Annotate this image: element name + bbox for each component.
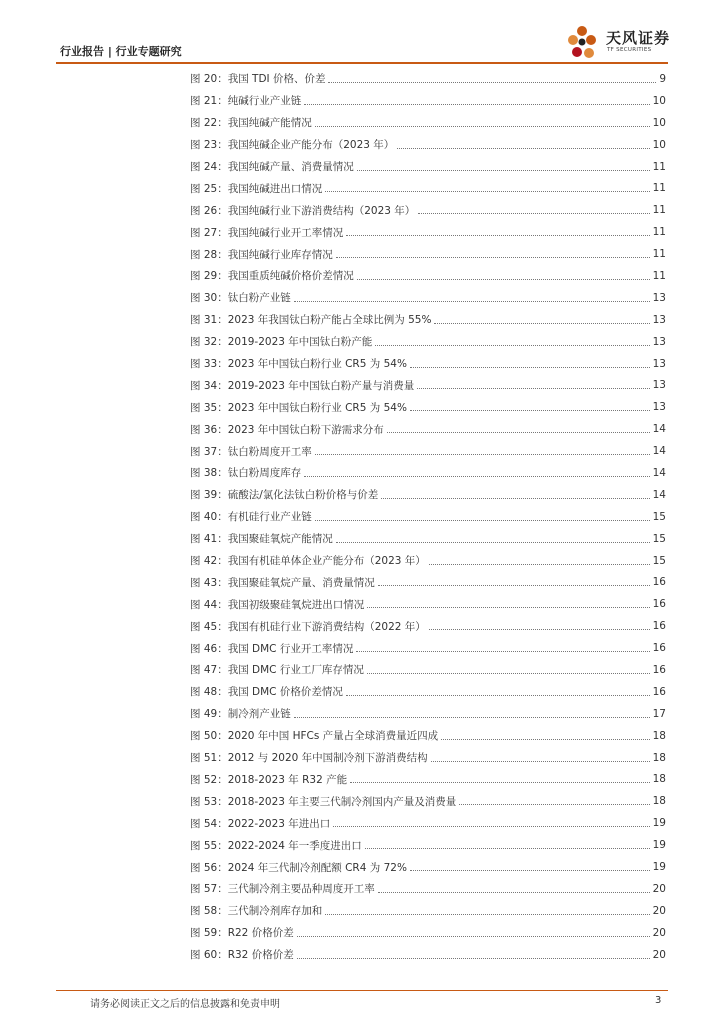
toc-leader-dots: [333, 825, 649, 827]
toc-figure-number: 图 53：: [190, 795, 228, 808]
toc-entry[interactable]: [190, 374, 666, 396]
toc-figure-number: 图 43：: [190, 576, 228, 589]
toc-page-number: 13: [652, 291, 666, 304]
toc-entry[interactable]: [190, 287, 666, 309]
toc-leader-dots: [381, 497, 649, 499]
toc-page-number: 14: [652, 488, 666, 501]
toc-entry[interactable]: [190, 484, 666, 506]
toc-entry-title: 我国 TDI 价格、价差: [227, 73, 326, 86]
toc-figure-number: 图 23：: [190, 139, 228, 152]
toc-leader-dots: [325, 190, 649, 192]
toc-page-number: 16: [652, 598, 666, 611]
toc-entry[interactable]: [190, 550, 666, 572]
toc-entry-title: 2012 与 2020 年中国制冷剂下游消费结构: [227, 752, 428, 765]
toc-leader-dots: [357, 169, 650, 171]
toc-figure-number: 图 45：: [190, 620, 228, 633]
toc-figure-number: 图 30：: [190, 292, 228, 305]
toc-leader-dots: [378, 891, 650, 893]
toc-entry[interactable]: [190, 681, 666, 703]
toc-entry-title: 我国纯碱产量、消费量情况: [227, 161, 354, 173]
toc-figure-number: 图 58：: [190, 905, 228, 918]
toc-entry[interactable]: [190, 659, 666, 681]
toc-entry-title: 2019-2023 年中国钛白粉产量与消费量: [227, 379, 415, 392]
toc-entry-title: R32 价格价差: [227, 949, 294, 962]
toc-entry-title: 有机硅行业产业链: [227, 511, 312, 524]
toc-leader-dots: [365, 847, 650, 849]
toc-entry-title: 我国 DMC 行业开工率情况: [227, 642, 354, 655]
toc-page-number: 15: [652, 510, 666, 523]
toc-page-number: 15: [652, 532, 666, 545]
toc-figure-number: 图 52：: [190, 773, 228, 786]
toc-entry[interactable]: [190, 812, 666, 834]
toc-figure-number: 图 34：: [190, 379, 228, 392]
toc-figure-number: 图 29：: [190, 270, 228, 283]
toc-page-number: 14: [652, 445, 666, 458]
toc-leader-dots: [294, 300, 650, 302]
toc-figure-number: 图 51：: [190, 752, 228, 765]
toc-entry-title: 2023 年中国钛白粉行业 CR5 为 54%: [227, 401, 407, 414]
toc-page-number: 11: [652, 204, 666, 217]
toc-entry-title: 我国重质纯碱价格价差情况: [227, 270, 354, 283]
toc-entry[interactable]: [190, 878, 666, 900]
toc-figure-number: 图 25：: [190, 182, 228, 195]
toc-leader-dots: [434, 322, 649, 324]
toc-leader-dots: [346, 234, 649, 236]
toc-figure-number: 图 50：: [190, 730, 228, 743]
toc-entry[interactable]: [190, 528, 666, 550]
toc-leader-dots: [336, 256, 650, 258]
toc-entry[interactable]: [190, 309, 666, 331]
toc-figure-number: 图 31：: [190, 314, 228, 327]
toc-page-number: 13: [652, 379, 666, 392]
toc-entry[interactable]: [190, 834, 666, 856]
toc-page-number: 13: [652, 357, 666, 370]
toc-leader-dots: [387, 431, 650, 433]
toc-page-number: 16: [652, 642, 666, 655]
toc-entry[interactable]: [190, 571, 666, 593]
page-number: 3: [655, 995, 662, 1006]
toc-figure-number: 图 36：: [190, 423, 228, 436]
toc-leader-dots: [315, 519, 650, 521]
toc-leader-dots: [325, 913, 649, 915]
toc-leader-dots: [459, 803, 649, 805]
toc-page-number: 13: [652, 335, 666, 348]
toc-entry-title: 我国 DMC 价格价差情况: [227, 686, 343, 699]
toc-entry-title: 2020 年中国 HFCs 产量占全球消费量近四成: [227, 730, 439, 743]
toc-leader-dots: [410, 869, 650, 871]
toc-entry-title: 我国纯碱行业开工率情况: [227, 226, 344, 239]
toc-page-number: 20: [652, 904, 666, 917]
toc-page-number: 19: [652, 861, 666, 873]
toc-entry-title: 我国纯碱产能情况: [227, 117, 312, 130]
toc-entry[interactable]: [190, 703, 666, 725]
footer-divider: [56, 990, 668, 991]
toc-entry[interactable]: [190, 134, 666, 156]
toc-entry[interactable]: [190, 90, 666, 112]
toc-leader-dots: [357, 278, 650, 280]
toc-page-number: 11: [652, 248, 666, 261]
toc-entry[interactable]: [190, 440, 666, 462]
toc-entry[interactable]: [190, 922, 666, 944]
toc-figure-number: 图 38：: [190, 467, 228, 480]
toc-page-number: 15: [652, 554, 666, 567]
toc-leader-dots: [410, 409, 650, 411]
toc-entry-title: 我国纯碱行业库存情况: [227, 248, 333, 261]
toc-figure-number: 图 57：: [190, 883, 228, 896]
toc-page-number: 9: [659, 72, 666, 85]
toc-entry-title: 2018-2023 年 R32 产能: [227, 773, 348, 786]
toc-entry[interactable]: [190, 462, 666, 484]
toc-entry-title: R22 价格价差: [227, 927, 294, 940]
toc-entry[interactable]: [190, 593, 666, 615]
toc-entry-title: 我国初级聚硅氧烷进出口情况: [227, 598, 365, 611]
toc-entry-title: 制冷剂产业链: [227, 708, 291, 721]
toc-leader-dots: [418, 212, 649, 214]
toc-entry-title: 2023 年中国钛白粉行业 CR5 为 54%: [227, 358, 407, 371]
toc-entry-title: 纯碱行业产业链: [227, 95, 302, 108]
toc-leader-dots: [410, 366, 650, 368]
toc-entry[interactable]: [190, 637, 666, 659]
toc-entry[interactable]: [190, 396, 666, 418]
toc-leader-dots: [315, 125, 650, 127]
toc-leader-dots: [304, 103, 649, 105]
toc-entry-title: 我国纯碱企业产能分布（2023 年）: [227, 139, 395, 152]
toc-page-number: 14: [652, 423, 666, 436]
toc-figure-number: 图 26：: [190, 204, 228, 217]
toc-figure-number: 图 40：: [190, 511, 228, 524]
toc-figure-number: 图 56：: [190, 861, 228, 874]
toc-leader-dots: [304, 475, 649, 477]
header-divider: [56, 62, 668, 64]
toc-leader-dots: [346, 694, 650, 696]
toc-entry[interactable]: [190, 353, 666, 375]
toc-page-number: 18: [652, 795, 666, 808]
toc-page-number: 20: [652, 882, 666, 895]
toc-page-number: 19: [652, 839, 666, 852]
toc-figure-number: 图 42：: [190, 555, 228, 568]
toc-page-number: 11: [652, 182, 666, 195]
toc-page-number: 13: [652, 313, 666, 326]
toc-page-number: 20: [652, 948, 666, 961]
toc-entry[interactable]: [190, 112, 666, 134]
toc-figure-number: 图 47：: [190, 664, 228, 677]
toc-leader-dots: [367, 672, 650, 674]
toc-entry[interactable]: [190, 265, 666, 287]
toc-figure-number: 图 24：: [190, 161, 228, 173]
toc-figure-number: 图 22：: [190, 117, 228, 130]
toc-figure-number: 图 33：: [190, 358, 228, 371]
toc-entry-title: 2024 年三代制冷剂配额 CR4 为 72%: [227, 861, 407, 874]
toc-figure-number: 图 54：: [190, 817, 228, 830]
toc-page-number: 11: [652, 160, 666, 173]
toc-entry[interactable]: [190, 243, 666, 265]
toc-page-number: 18: [652, 773, 666, 786]
toc-entry[interactable]: [190, 615, 666, 637]
toc-page-number: 17: [652, 707, 666, 720]
toc-page-number: 19: [652, 817, 666, 830]
toc-entry[interactable]: [190, 747, 666, 769]
toc-leader-dots: [315, 453, 650, 455]
toc-entry-title: 我国纯碱进出口情况: [227, 182, 323, 195]
toc-page-number: 14: [652, 466, 666, 479]
toc-page-number: 16: [652, 685, 666, 698]
toc-leader-dots: [429, 628, 650, 630]
toc-entry[interactable]: [190, 900, 666, 922]
toc-entry[interactable]: [190, 199, 666, 221]
toc-figure-number: 图 60：: [190, 949, 228, 962]
toc-figure-number: 图 32：: [190, 336, 228, 349]
toc-entry-title: 硫酸法/氯化法钛白粉价格与价差: [227, 489, 379, 502]
toc-entry-title: 2022-2023 年进出口: [227, 817, 331, 830]
toc-figure-number: 图 49：: [190, 708, 228, 721]
toc-page-number: 18: [652, 729, 666, 742]
toc-leader-dots: [297, 957, 650, 959]
toc-entry[interactable]: [190, 68, 666, 90]
toc-figure-number: 图 21：: [190, 95, 228, 108]
toc-leader-dots: [367, 606, 649, 608]
toc-entry-title: 钛白粉周度库存: [227, 467, 302, 480]
toc-figure-number: 图 37：: [190, 445, 228, 458]
toc-page-number: 16: [652, 576, 666, 589]
toc-entry[interactable]: [190, 177, 666, 199]
toc-page-number: 16: [652, 620, 666, 633]
toc-page-number: 10: [652, 138, 666, 151]
toc-page-number: 18: [652, 751, 666, 764]
toc-figure-number: 图 35：: [190, 401, 228, 414]
toc-leader-dots: [328, 81, 656, 83]
toc-entry-title: 我国 DMC 行业工厂库存情况: [227, 664, 364, 677]
toc-entry-title: 三代制冷剂主要品种周度开工率: [227, 883, 375, 896]
toc-page-number: 13: [652, 401, 666, 414]
toc-entry[interactable]: [190, 725, 666, 747]
toc-page-number: 10: [652, 116, 666, 129]
toc-entry-title: 钛白粉周度开工率: [227, 445, 312, 458]
toc-entry-title: 钛白粉产业链: [227, 292, 291, 305]
toc-entry[interactable]: [190, 156, 666, 178]
disclaimer-text: 请务必阅读正文之后的信息披露和免责申明: [90, 999, 280, 1010]
toc-leader-dots: [350, 781, 650, 783]
brand-name: 天风证券: [606, 29, 671, 47]
toc-entry-title: 我国纯碱行业下游消费结构（2023 年）: [227, 204, 416, 217]
toc-leader-dots: [356, 650, 649, 652]
toc-figure-number: 图 48：: [190, 686, 228, 699]
toc-page-number: 11: [652, 269, 666, 282]
toc-entry[interactable]: [190, 221, 666, 243]
toc-page-number: 11: [652, 226, 666, 239]
toc-figure-number: 图 27：: [190, 226, 228, 239]
toc-figure-number: 图 28：: [190, 248, 228, 261]
toc-entry[interactable]: [190, 856, 666, 878]
toc-entry[interactable]: [190, 769, 666, 791]
toc-leader-dots: [397, 147, 649, 149]
toc-page-number: 16: [652, 663, 666, 676]
toc-figure-number: 图 39：: [190, 489, 228, 502]
figure-index: [190, 68, 666, 966]
toc-entry[interactable]: [190, 331, 666, 353]
toc-entry[interactable]: [190, 790, 666, 812]
toc-figure-number: 图 59：: [190, 927, 228, 940]
brand-name-en: TF SECURITIES: [607, 47, 652, 53]
toc-entry[interactable]: [190, 944, 666, 966]
toc-page-number: 10: [652, 94, 666, 107]
toc-page-number: 20: [652, 926, 666, 939]
toc-entry-title: 我国有机硅行业下游消费结构（2022 年）: [227, 620, 426, 633]
toc-entry-title: 2018-2023 年主要三代制冷剂国内产量及消费量: [227, 795, 457, 808]
toc-leader-dots: [294, 716, 650, 718]
toc-entry-title: 我国聚硅氧烷产量、消费量情况: [227, 576, 375, 589]
toc-entry-title: 2023 年我国钛白粉产能占全球比例为 55%: [227, 314, 432, 327]
brand-logo: [566, 23, 678, 63]
toc-figure-number: 图 55：: [190, 839, 228, 852]
toc-figure-number: 图 41：: [190, 533, 228, 546]
tf-flower-icon: [566, 23, 606, 63]
report-category: 行业报告 | 行业专题研究: [60, 45, 182, 58]
toc-leader-dots: [431, 760, 650, 762]
toc-entry-title: 我国有机硅单体企业产能分布（2023 年）: [227, 555, 426, 568]
toc-leader-dots: [429, 563, 650, 565]
toc-leader-dots: [375, 344, 649, 346]
toc-figure-number: 图 20：: [190, 73, 228, 86]
toc-leader-dots: [378, 584, 650, 586]
toc-entry[interactable]: [190, 418, 666, 440]
toc-leader-dots: [441, 738, 649, 740]
toc-entry-title: 三代制冷剂库存加和: [227, 905, 323, 918]
toc-entry-title: 2019-2023 年中国钛白粉产能: [227, 336, 373, 349]
toc-figure-number: 图 44：: [190, 598, 228, 611]
toc-entry[interactable]: [190, 506, 666, 528]
toc-figure-number: 图 46：: [190, 642, 228, 655]
toc-leader-dots: [297, 935, 650, 937]
toc-leader-dots: [336, 541, 650, 543]
toc-entry-title: 我国聚硅氧烷产能情况: [227, 533, 333, 546]
toc-leader-dots: [417, 387, 649, 389]
toc-entry-title: 2023 年中国钛白粉下游需求分布: [227, 423, 384, 436]
toc-entry-title: 2022-2024 年一季度进出口: [227, 839, 362, 852]
